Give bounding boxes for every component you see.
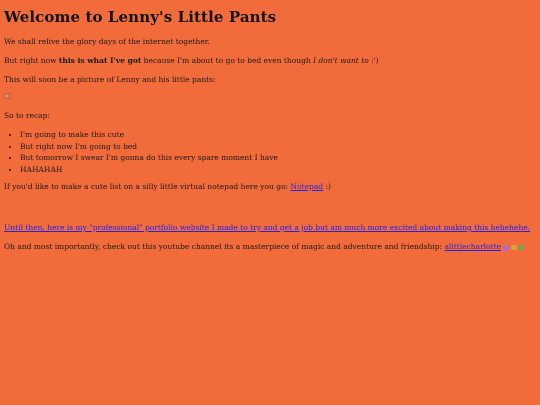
- portfolio-link[interactable]: Until then, here is my "professional" portfolio website I made to try and get a job but am much more excited about making this hehehehe.: [4, 223, 531, 232]
- recap-label: So to recap:: [4, 111, 50, 120]
- purple-heart-icon: [503, 245, 509, 251]
- spacer: [4, 200, 534, 222]
- list-item: • I'm going to make this cute: [20, 129, 534, 141]
- page-title: Welcome to Lenny's Little Pants: [4, 8, 277, 26]
- youtube-line-text: Oh and most importantly, check out this youtube channel its a masterpiece of magic and adventure and friendship:: [4, 242, 445, 251]
- list-item: • But right now I'm going to bed: [20, 141, 534, 153]
- sparkle-icon: [511, 245, 517, 250]
- right-now-italic: I don't want to: [313, 56, 369, 65]
- intro-text: We shall relive the glory days of the internet together.: [4, 37, 210, 46]
- notepad-line-text: If you'd like to make a cute list on a silly little virtual notepad here you go:: [4, 182, 291, 191]
- right-now-text: [4, 55, 534, 66]
- picture-caption: This will soon be a picture of Lenny and his little pants:: [4, 75, 216, 84]
- right-now-middle: because I'm about to go to bed even though: [141, 56, 314, 65]
- portfolio-line: [4, 222, 534, 233]
- notepad-line-after: :): [323, 182, 331, 191]
- right-now-bold: this is what I've got: [58, 56, 142, 65]
- broken-image-icon: [4, 93, 10, 99]
- notepad-link[interactable]: Notepad: [290, 182, 324, 191]
- recap-list: [4, 129, 534, 175]
- leaf-icon: [518, 245, 524, 250]
- youtube-channel-link[interactable]: alittlecharlotte: [444, 242, 502, 251]
- notepad-line: [4, 181, 534, 192]
- list-item: • HAHAHAH: [20, 164, 534, 176]
- list-item: • But tomorrow I swear I'm gonna do this every spare moment I have: [20, 152, 534, 164]
- right-now-before: But right now: [4, 56, 59, 65]
- page-content: [4, 8, 534, 261]
- right-now-after: :'): [368, 56, 379, 65]
- youtube-line: [4, 241, 534, 253]
- heart-emoji-icon: [503, 242, 525, 253]
